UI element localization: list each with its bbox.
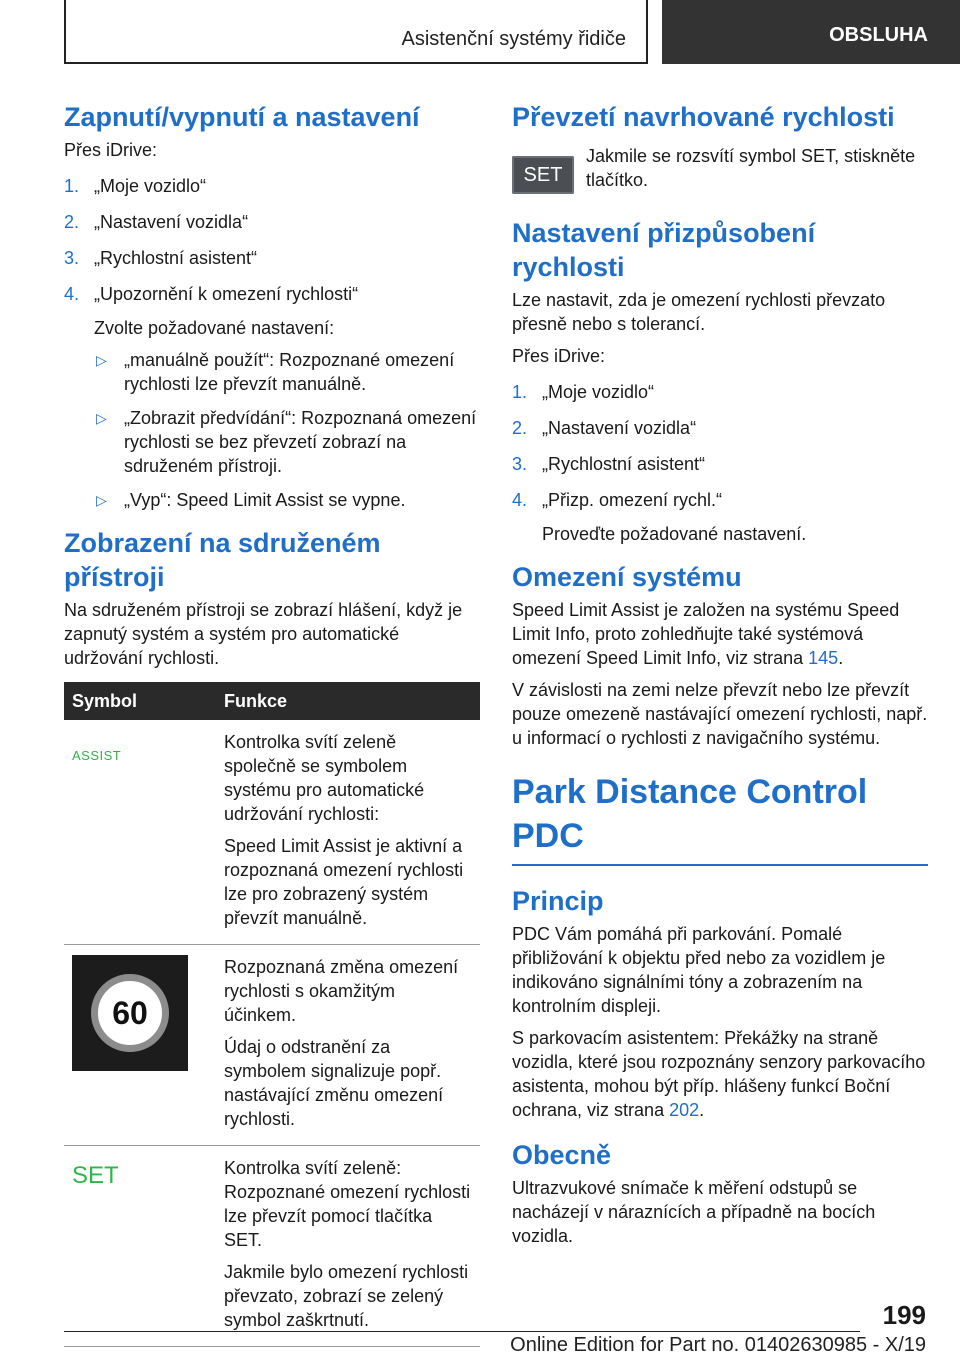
setting-options	[94, 348, 480, 512]
step-text: „Moje vozidlo“	[94, 176, 207, 196]
left-column	[64, 100, 480, 1347]
principle-paragraph-2	[512, 1026, 928, 1122]
step-text: „Rychlostní asistent“	[542, 454, 706, 474]
function-text: Rozpoznaná změna omezení rychlosti s okamžitým účinkem.	[224, 957, 459, 1025]
list-item	[64, 174, 480, 198]
speed-limit-value: 60	[91, 974, 169, 1052]
assist-symbol-icon: ASSIST	[72, 748, 122, 763]
list-item	[94, 406, 480, 478]
symbol-cell	[64, 945, 216, 1146]
principle-paragraph-1: PDC Vám pomáhá při parkování. Pomalé přibližování k objektu před nebo za vozidlem je indikováno signálními tóny a zobrazením na kontrolním displeji.	[512, 924, 886, 1016]
list-item	[94, 488, 480, 512]
step-number: 1.	[512, 382, 528, 402]
list-item	[512, 380, 928, 404]
symbol-table	[64, 682, 480, 1347]
triangle-bullet-icon: ▷	[96, 492, 107, 508]
takeover-paragraph: Jakmile se rozsvítí symbol SET, stiskněte tlačítko.	[586, 146, 916, 190]
period: .	[699, 1100, 705, 1120]
step-text: „Upozornění k omezení rychlosti“	[94, 284, 359, 304]
heading-adjust: Nastavení přizpůsobení rychlosti	[512, 218, 816, 282]
heading-on-off: Zapnutí/vypnutí a nastavení	[64, 102, 420, 132]
heading-display: Zobrazení na sdruženém přístroji	[64, 528, 381, 592]
period: .	[838, 648, 844, 668]
table-row	[64, 945, 480, 1146]
function-text: Jakmile bylo omezení rychlosti převzato, zobrazí se zelený symbol zaškrtnutí.	[224, 1262, 469, 1330]
limits-text: Speed Limit Assist je založen na systému Speed Limit Info, proto zohledňujte také systémová omezení Speed Limit Info, viz strana	[512, 600, 900, 668]
list-item	[512, 452, 928, 476]
step-text: „Nastavení vozidla“	[94, 212, 249, 232]
function-cell	[216, 720, 480, 945]
footer-edition: Online Edition for Part no. 01402630985 - X/19	[510, 1334, 926, 1356]
step-number: 3.	[64, 248, 80, 268]
list-item	[512, 488, 928, 546]
set-symbol-icon: SET	[72, 1162, 119, 1189]
principle-text: S parkovacím asistentem: Překážky na straně vozidla, které jsou rozpoznány senzory parkovacího asistenta, mohou být příp. hlášeny funkcí Boční ochrana, viz strana	[512, 1028, 926, 1120]
page-link-145[interactable]: 145	[808, 648, 839, 668]
speed-limit-sign-icon	[72, 955, 188, 1071]
option-text: „Zobrazit předvídání“: Rozpoznaná omezení rychlosti se bez převzetí zobrazí na sdruženém přístroji.	[124, 408, 477, 476]
idrive-steps	[512, 380, 928, 546]
right-column	[512, 100, 928, 1256]
heading-general: Obecně	[512, 1140, 612, 1170]
idrive-steps	[64, 174, 480, 512]
list-item	[64, 246, 480, 270]
option-text: „manuálně použít“: Rozpoznané omezení rychlosti lze převzít manuálně.	[124, 350, 455, 394]
table-row	[64, 1146, 480, 1347]
footer-divider	[64, 1331, 860, 1332]
symbol-cell	[64, 1146, 216, 1347]
heading-limits: Omezení systému	[512, 562, 742, 592]
list-item	[512, 416, 928, 440]
list-item	[64, 210, 480, 234]
step-text: „Přizp. omezení rychl.“	[542, 490, 723, 510]
heading-principle: Princip	[512, 886, 604, 916]
column-header-function: Funkce	[216, 682, 480, 720]
function-text: Údaj o odstranění za symbolem signalizuje popř. nastávající změnu omezení rychlosti.	[224, 1037, 444, 1129]
display-paragraph: Na sdruženém přístroji se zobrazí hlášení, když je zapnutý systém a systém pro automatické udržování rychlosti.	[64, 600, 463, 668]
step-number: 2.	[512, 418, 528, 438]
step-text: „Rychlostní asistent“	[94, 248, 258, 268]
choose-setting-text: Zvolte požadované nastavení:	[94, 318, 335, 338]
heading-pdc: Park Distance Control PDC	[512, 773, 868, 855]
general-paragraph: Ultrazvukové snímače k měření odstupů se nacházejí v náraznících a případně na bocích vozidla.	[512, 1178, 876, 1246]
step-number: 3.	[512, 454, 528, 474]
idrive-label: Přes iDrive:	[64, 140, 158, 160]
step-text: „Moje vozidlo“	[542, 382, 655, 402]
heading-takeover: Převzetí navrhované rychlosti	[512, 102, 895, 132]
function-text: Kontrolka svítí zeleně společně se symbolem systému pro automatické udržování rychlosti:	[224, 732, 425, 824]
header-section-title: Asistenční systémy řidiče	[401, 28, 626, 50]
step-number: 1.	[64, 176, 80, 196]
step-text: „Nastavení vozidla“	[542, 418, 697, 438]
function-cell	[216, 945, 480, 1146]
option-text: „Vyp“: Speed Limit Assist se vypne.	[124, 490, 406, 510]
page-link-202[interactable]: 202	[669, 1100, 700, 1120]
function-text: Speed Limit Assist je aktivní a rozpoznaná omezení rychlosti lze pro zobrazený systém převzít manuálně.	[224, 836, 464, 928]
set-button-wrap	[512, 144, 574, 194]
header-section-box	[64, 0, 648, 64]
adjust-paragraph: Lze nastavit, zda je omezení rychlosti převzato přesně nebo s tolerancí.	[512, 290, 886, 334]
page-number: 199	[882, 1300, 926, 1330]
header-chapter-tab: OBSLUHA	[662, 0, 960, 64]
limits-paragraph-2: V závislosti na zemi nelze převzít nebo lze převzít pouze omezeně nastávající omezení rychlosti, např. u informací o rychlosti z navigačního systému.	[512, 680, 928, 748]
function-cell	[216, 1146, 480, 1347]
set-button-icon: SET	[512, 156, 574, 194]
step-number: 4.	[64, 284, 80, 304]
do-settings-text: Proveďte požadované nastavení.	[542, 524, 807, 544]
pdc-divider	[512, 864, 928, 866]
column-header-symbol: Symbol	[64, 682, 216, 720]
list-item	[94, 348, 480, 396]
table-header	[64, 682, 480, 720]
triangle-bullet-icon: ▷	[96, 352, 107, 368]
step-number: 2.	[64, 212, 80, 232]
table-row	[64, 720, 480, 945]
limits-paragraph-1	[512, 598, 928, 670]
list-item	[64, 282, 480, 512]
symbol-cell	[64, 720, 216, 945]
step-number: 4.	[512, 490, 528, 510]
idrive-label: Přes iDrive:	[512, 346, 606, 366]
triangle-bullet-icon: ▷	[96, 410, 107, 426]
function-text: Kontrolka svítí zeleně: Rozpoznané omezení rychlosti lze převzít pomocí tlačítka SET.	[224, 1158, 471, 1250]
takeover-block	[512, 144, 928, 194]
